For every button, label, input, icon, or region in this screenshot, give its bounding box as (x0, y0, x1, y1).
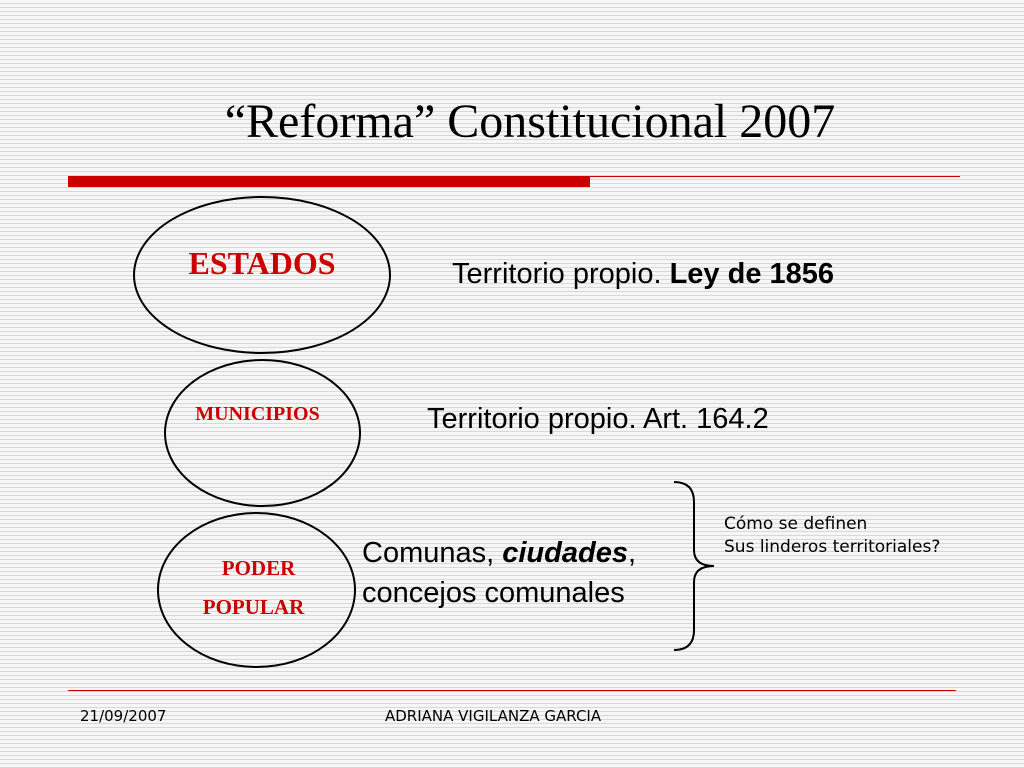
footer-date: 21/09/2007 (80, 707, 167, 725)
estados-label: ESTADOS (188, 245, 336, 281)
question-line-1: Cómo se definen (724, 514, 868, 534)
municipios-label: MUNICIPIOS (195, 403, 320, 425)
slide-title: “Reforma” Constitucional 2007 (224, 95, 836, 148)
question-line-2: Sus linderos territoriales? (724, 537, 941, 557)
footer-author: ADRIANA VIGILANZA GARCIA (385, 707, 602, 725)
questions-note (724, 513, 940, 559)
ciudades-emphasis: ciudades (502, 537, 628, 569)
poder-popular-label-line2: POPULAR (202, 595, 305, 619)
comma-text: , (627, 537, 637, 569)
comunas-text: Comunas, (362, 537, 503, 569)
title-underline-bar (68, 176, 590, 187)
estados-law-reference: Ley de 1856 (669, 258, 835, 290)
estados-description (452, 257, 834, 291)
poder-popular-ellipse (157, 512, 356, 668)
poder-popular-label-line1: PODER (221, 556, 296, 580)
estados-description-text: Territorio propio. (452, 258, 670, 290)
poder-popular-description (362, 533, 636, 613)
title-underline-rule (590, 176, 960, 177)
municipios-description: Territorio propio. Art. 164.2 (427, 403, 769, 435)
curly-brace-icon (668, 478, 728, 653)
municipios-ellipse (164, 359, 361, 507)
footer-rule (68, 690, 956, 691)
concejos-text: concejos comunales (362, 577, 625, 609)
